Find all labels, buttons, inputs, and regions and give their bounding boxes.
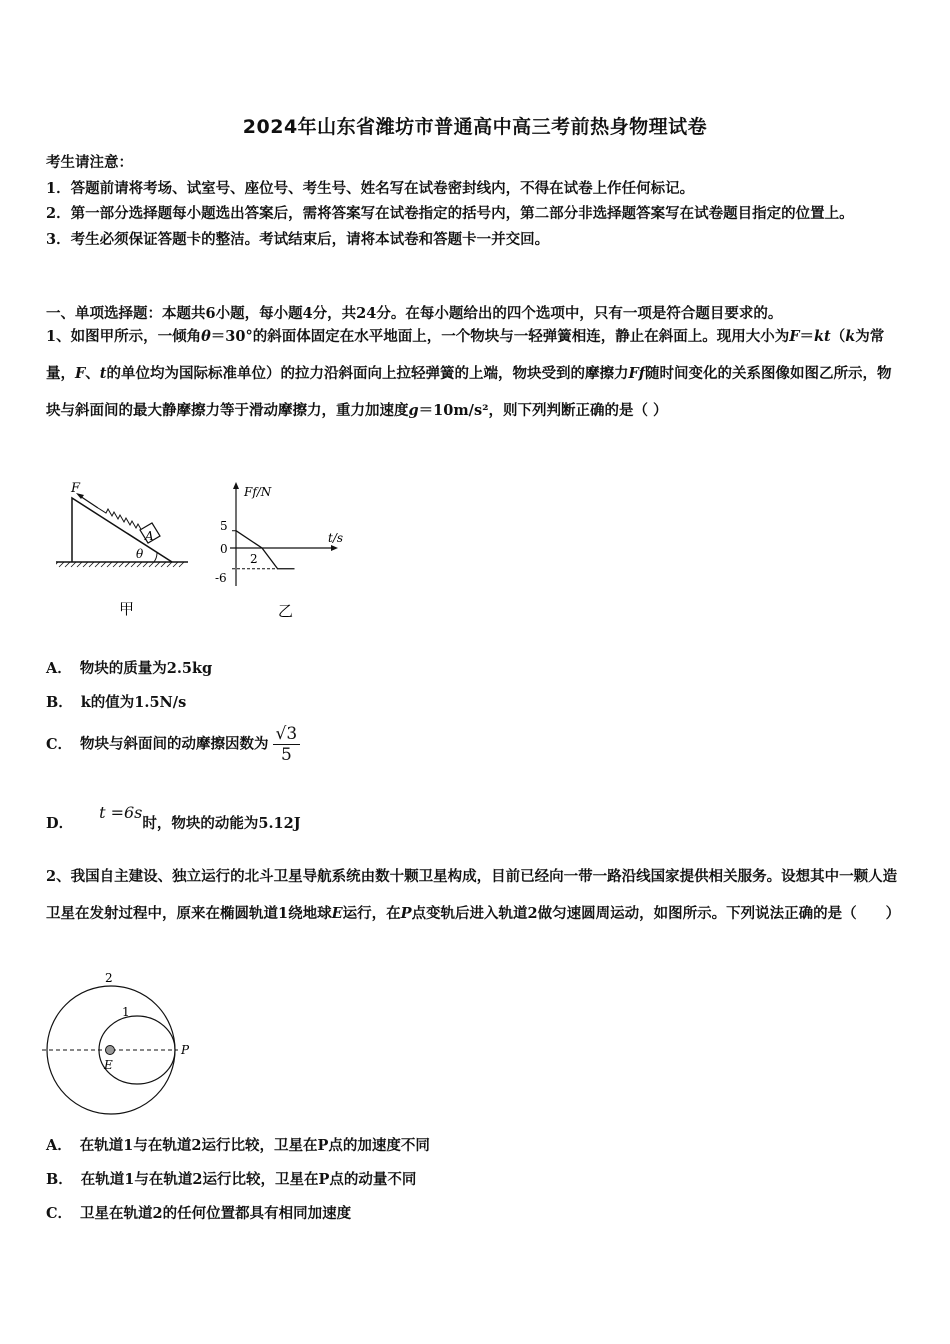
q1-var-F: F <box>75 365 86 382</box>
figure-yi-chart <box>210 478 360 623</box>
q2-stem-text: 点变轨后进入轨道2做匀速圆周运动，如图所示。下列说法正确的是（ ） <box>411 905 901 922</box>
q1-stem-text: 、 <box>85 365 100 382</box>
notice-item: 2．第一部分选择题每小题选出答案后，需将答案写在试卷指定的括号内，第二部分非选择题答案写在试卷题目指定的位置上。 <box>46 205 854 222</box>
q1-stem-text: ＝ <box>799 328 814 345</box>
option-label: A． <box>46 660 72 677</box>
point-P-label: P <box>181 1043 190 1057</box>
q1-theta: θ <box>201 328 211 345</box>
q1-var-g: g <box>408 402 419 419</box>
option-text: 时，物块的动能为5.12J <box>142 815 301 832</box>
figure-label-yi: 乙 <box>278 602 294 620</box>
q1-stem-text: （ <box>830 328 846 345</box>
question-1-stem <box>46 318 906 429</box>
option-text: 物块与斜面间的动摩擦因数为 <box>80 735 269 753</box>
q1-stem-text: 为常量， <box>46 328 885 382</box>
tick-label-0: 0 <box>220 542 228 556</box>
fraction-sqrt3-over-5 <box>273 724 301 765</box>
tick-label-2: 2 <box>250 552 258 566</box>
earth-icon <box>106 1046 115 1055</box>
q1-var-t: t <box>99 365 107 382</box>
tick-label-5: 5 <box>220 519 228 533</box>
label-F: F <box>71 481 81 496</box>
option-label: B． <box>46 694 73 711</box>
q1-stem-text: 1、如图甲所示，一倾角 <box>46 328 202 345</box>
q2-option-a[interactable] <box>46 1134 430 1155</box>
orbit-1-label: 1 <box>122 1005 130 1019</box>
notice-item: 3．考生必须保证答题卡的整洁。考试结束后，请将本试卷和答题卡一并交回。 <box>46 230 550 248</box>
y-axis-arrow-icon <box>233 482 239 489</box>
notice-block <box>46 150 906 252</box>
option-label: C． <box>46 1205 73 1222</box>
q1-option-c[interactable] <box>46 724 300 765</box>
q1-var-kt: kt <box>814 328 831 345</box>
q1-option-b[interactable] <box>46 691 186 712</box>
q1-option-d[interactable] <box>46 803 301 833</box>
label-A: A <box>145 529 154 543</box>
figure-orbits <box>40 966 210 1122</box>
figure-label-jia: 甲 <box>119 600 135 618</box>
page-title: 2024年山东省潍坊市普通高中高三考前热身物理试卷 <box>242 116 708 138</box>
q2-stem-text: 运行，在 <box>342 905 401 922</box>
option-text: 卫星在轨道2的任何位置都具有相同加速度 <box>80 1205 352 1222</box>
notice-item: 1．答题前请将考场、试室号、座位号、考生号、姓名写在试卷密封线内，不得在试卷上作任何标记。 <box>46 179 695 197</box>
orbit-2-label: 2 <box>105 971 113 985</box>
option-label: B． <box>46 1171 73 1188</box>
section-heading: 一、单项选择题：本题共6小题，每小题4分，共24分。在每小题给出的四个选项中，只有一项是符合题目要求的。 <box>46 305 783 322</box>
q2-var-P: P <box>400 905 412 922</box>
option-label: A． <box>46 1137 72 1154</box>
x-axis-arrow-icon <box>331 545 338 551</box>
tick-label-neg6: -6 <box>215 571 227 585</box>
option-formula: t =6s <box>99 803 143 822</box>
option-label: C． <box>46 735 73 753</box>
q1-stem-text: 的单位均为国际标准单位）的拉力沿斜面向上拉轻弹簧的上端，物块受到的摩擦力 <box>106 365 629 382</box>
q1-var-F: F <box>789 328 800 345</box>
question-2-stem <box>46 858 906 932</box>
fraction-denominator: 5 <box>280 745 292 765</box>
label-theta: θ <box>136 547 144 561</box>
option-text: 物块的质量为2.5kg <box>79 660 213 677</box>
q1-stem-text: 随时间变化的关系图像如图乙所示，物块与斜面间的最大静摩擦力等于滑动摩擦力，重力加速度 <box>46 365 892 419</box>
q2-var-E: E <box>331 905 343 922</box>
y-axis-label: Ff/N <box>244 485 272 499</box>
option-label: D． <box>46 815 74 832</box>
option-text: k的值为1.5N/s <box>80 694 187 711</box>
q1-stem-text: ＝30°的斜面体固定在水平地面上，一个物块与一轻弹簧相连，静止在斜面上。现用大小为 <box>210 328 790 345</box>
figure-jia <box>56 478 196 618</box>
fraction-numerator: √3 <box>273 724 301 745</box>
option-text: 在轨道1与在轨道2运行比较，卫星在P点的加速度不同 <box>79 1137 430 1154</box>
q1-var-Ff: Ff <box>628 365 646 382</box>
q2-option-c[interactable] <box>46 1202 351 1223</box>
q2-stem-text: 2、我国自主建设、独立运行的北斗卫星导航系统由数十颗卫星构成，目前已经向一带一路沿线国家提供相关服务。设想其中一颗人造卫星在发射过程中，原来在椭圆轨道1绕地球 <box>46 868 898 922</box>
series-line-Ff <box>236 531 295 569</box>
q2-option-b[interactable] <box>46 1168 416 1189</box>
option-text: 在轨道1与在轨道2运行比较，卫星在P点的动量不同 <box>80 1171 417 1188</box>
notice-heading: 考生请注意： <box>46 154 133 171</box>
q1-stem-text: ＝10m/s²，则下列判断正确的是（ ） <box>418 402 668 419</box>
earth-label: E <box>104 1058 113 1072</box>
q1-var-k: k <box>845 328 856 345</box>
q1-option-a[interactable] <box>46 657 212 678</box>
x-axis-label: t/s <box>328 531 344 545</box>
